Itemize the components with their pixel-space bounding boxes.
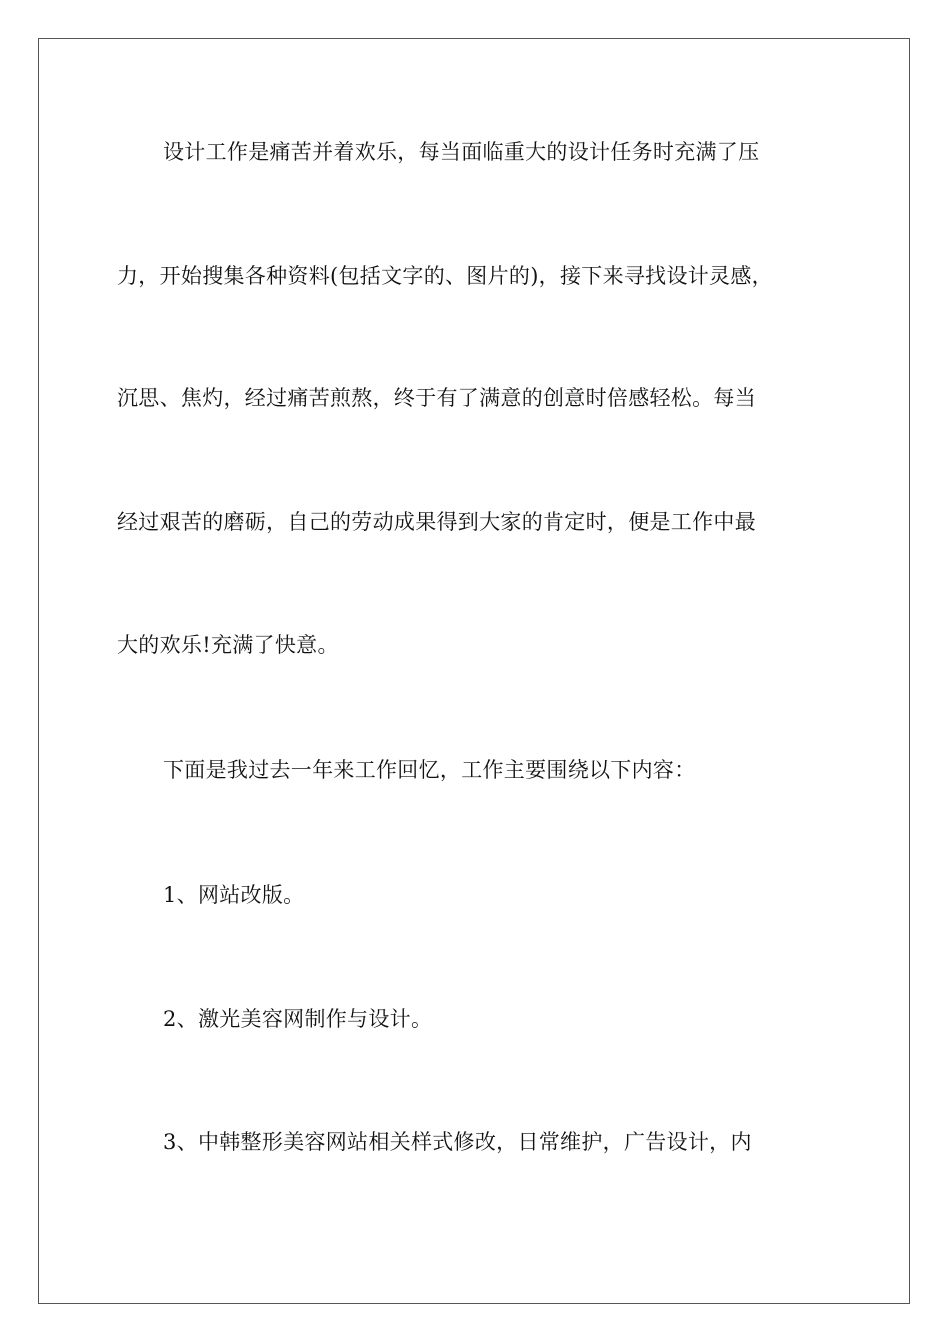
paragraph-1-line-3: 沉思、焦灼，经过痛苦煎熬，终于有了满意的创意时倍感轻松。每当 [117, 386, 756, 410]
paragraph-2: 下面是我过去一年来工作回忆，工作主要围绕以下内容： [163, 758, 696, 782]
paragraph-1-line-2: 力，开始搜集各种资料(包括文字的、图片的)，接下来寻找设计灵感， [117, 264, 773, 288]
list-item-3: 3、中韩整形美容网站相关样式修改，日常维护，广告设计，内 [163, 1130, 752, 1154]
paragraph-1-line-1: 设计工作是痛苦并着欢乐，每当面临重大的设计任务时充满了压 [163, 140, 760, 164]
paragraph-1-line-5: 大的欢乐!充满了快意。 [117, 633, 339, 657]
paragraph-1-line-4: 经过艰苦的磨砺，自己的劳动成果得到大家的肯定时，便是工作中最 [117, 510, 756, 534]
list-item-2: 2、激光美容网制作与设计。 [163, 1007, 433, 1031]
list-item-1: 1、网站改版。 [163, 883, 305, 907]
page-border [38, 38, 910, 1304]
